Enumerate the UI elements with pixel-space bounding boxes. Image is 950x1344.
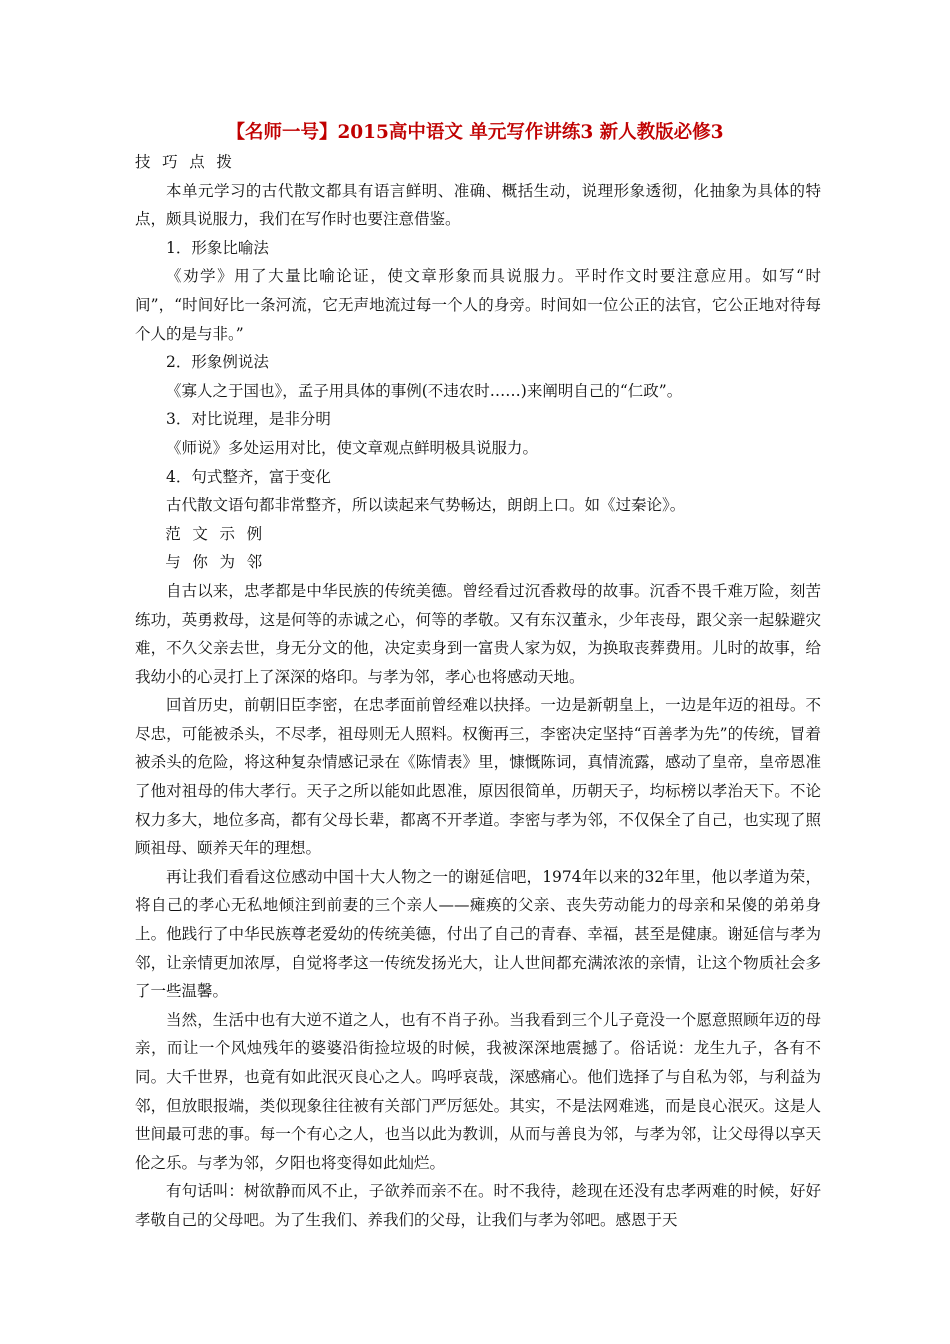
document-title: 【名师一号】2015高中语文 单元写作讲练3 新人教版必修3 <box>226 122 724 143</box>
essay-paragraph-2: 回首历史，前朝旧臣李密，在忠孝面前曾经难以抉择。一边是新朝皇上，一边是年迈的祖母。不尽忠，可能被杀头，不尽孝，祖母则无人照料。权衡再三，李密决定坚持“百善孝为先”的传统，冒着被杀头的危险，将这种复杂情感记录在《陈情表》里，慷慨陈词，真情流露，感动了皇帝，皇帝恩准了他对祖母的伟大孝行。天子之所以能如此恩准，原因很简单，历朝天子，均标榜以孝治天下。不论权力多大，地位多高，都有父母长辈，都离不开孝道。李密与孝为邻，不仅保全了自己，也实现了照顾祖母、颐养天年的理想。 <box>135 696 821 858</box>
tip-heading-2: 2．形象例说法 <box>166 353 269 372</box>
tip-heading-1: 1．形象比喻法 <box>166 238 269 257</box>
tip-text-3: 《师说》多处运用对比，使文章观点鲜明极具说服力。 <box>166 438 539 457</box>
tip-heading-3: 3．对比说理，是非分明 <box>166 410 331 429</box>
intro-paragraph: 本单元学习的古代散文都具有语言鲜明、准确、概括生动，说理形象透彻，化抽象为具体的特点，颇具说服力，我们在写作时也要注意借鉴。 <box>135 181 821 229</box>
tip-text-4: 古代散文语句都非常整齐，所以读起来气势畅达，朗朗上口。如《过秦论》。 <box>166 496 686 515</box>
essay-paragraph-4: 当然，生活中也有大逆不道之人，也有不肖子孙。当我看到三个儿子竟没一个愿意照顾年迈的母亲，而让一个风烛残年的婆婆沿街捡垃圾的时候，我被深深地震撼了。俗话说：龙生九子，各有不同。大千世界，也竟有如此泯灭良心之人。呜呼哀哉，深感痛心。他们选择了与自私为邻，与利益为邻，但放眼报端，类似现象往往被有关部门严厉惩处。其实，不是法网难逃，而是良心泯灭。这是人世间最可悲的事。每一个有心之人，也当以此为教训，从而与善良为邻，与孝为邻，让父母得以享天伦之乐。与孝为邻，夕阳也将变得如此灿烂。 <box>135 1010 821 1172</box>
essay-paragraph-3: 再让我们看看这位感动中国十大人物之一的谢延信吧，1974年以来的32年里，他以孝道为荣，将自己的孝心无私地倾注到前妻的三个亲人——瘫痪的父亲、丧失劳动能力的母亲和呆傻的弟弟身上。他践行了中华民族尊老爱幼的传统美德，付出了自己的青春、幸福，甚至是健康。谢延信与孝为邻，让亲情更加浓厚，自觉将孝这一传统发扬光大，让人世间都充满浓浓的亲情，让这个物质社会多了一些温馨。 <box>135 867 821 1001</box>
section-heading-tips: 技巧点拨 <box>135 153 244 171</box>
section-heading-example: 范文示例 <box>165 524 274 543</box>
essay-title: 与你为邻 <box>165 553 274 572</box>
essay-paragraph-5: 有句话叫：树欲静而风不止，子欲养而亲不在。时不我待，趁现在还没有忠孝两难的时候，好好孝敬自己的父母吧。为了生我们、养我们的父母，让我们与孝为邻吧。感恩于天 <box>135 1182 821 1229</box>
tip-text-2: 《寡人之于国也》，孟子用具体的事例(不违农时……)来阐明自己的“仁政”。 <box>166 381 683 400</box>
document-page <box>135 118 821 1235</box>
tip-heading-4: 4．句式整齐，富于变化 <box>166 467 331 486</box>
essay-paragraph-1: 自古以来，忠孝都是中华民族的传统美德。曾经看过沉香救母的故事。沉香不畏千难万险，刻苦练功，英勇救母，这是何等的赤诚之心，何等的孝敬。又有东汉董永，少年丧母，跟父亲一起躲避灾难，不久父亲去世，身无分文的他，决定卖身到一富贵人家为奴，为换取丧葬费用。儿时的故事，给我幼小的心灵打上了深深的烙印。与孝为邻，孝心也将感动天地。 <box>135 581 821 686</box>
tip-text-1: 《劝学》用了大量比喻论证，使文章形象而具说服力。平时作文时要注意应用。如写“时间”，“时间好比一条河流，它无声地流过每一个人的身旁。时间如一位公正的法官，它公正地对待每个人的是与非。” <box>135 267 821 343</box>
